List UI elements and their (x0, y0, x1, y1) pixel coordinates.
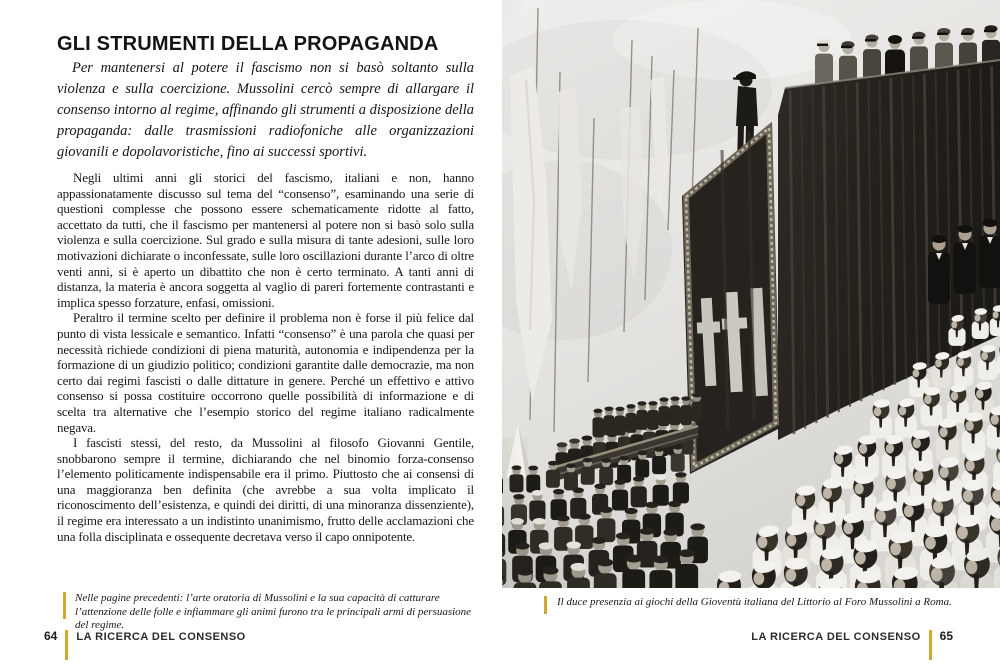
photo-caption (544, 596, 952, 614)
paragraph-1: Negli ultimi anni gli storici del fascismo, italiani e non, hanno appassionatamente discusso sul tema del “consenso”, esaminando una serie di questioni complesse che possono essere schematicamente ridotte al fatto, accettato da tutti, che il fascismo per mantenersi al potere non si basò solo sulla violenza e sulla coercizione. Sul grado e sulla misura di tante adesioni, sulle loro motivazioni dichiarate o inconfessate, sulle loro oscillazioni durante l’arco di oltre venti anni, si è aperto un dibattito che non è certo terminato. A tanti anni di distanza, la materia è ancora soggetta al vaglio di pareri fortemente contrastanti e implica spesso forzature, enfasi, omissioni. (57, 170, 474, 310)
page-number-left: 64 (44, 629, 58, 643)
footnote (63, 592, 477, 633)
page-number-right: 65 (939, 629, 953, 643)
running-title-right: LA RICERCA DEL CONSENSO (751, 631, 921, 643)
running-title-left: LA RICERCA DEL CONSENSO (76, 631, 246, 643)
tribune-photo (502, 0, 1000, 588)
footer-right (751, 630, 953, 660)
body-text (57, 170, 474, 544)
accent-bar (544, 596, 547, 614)
paragraph-3: I fascisti stessi, del resto, da Mussolini al filosofo Giovanni Gentile, snobbarono sempre il termine, dichiarando che nel binomio forza-consenso l’elemento politicamente indispensabile era il primo. Piuttosto che ai consensi di una maggioranza ben definita (che avrebbe a sua volta implicato il riconoscimento dell’esistenza, e quindi dei diritti, di una minoranza dissenziente), il regime era interessato a un indistinto unanimismo, frutto delle acclamazioni che una folla disciplinata e ossequente decretava verso il capo onnipotente. (57, 435, 474, 544)
accent-bar (65, 630, 68, 660)
footnote-text: Nelle pagine precedenti: l’arte oratoria di Mussolini e la sua capacità di catturare l’attenzione delle folle e infiammare gli animi furono tra le principali armi di persuasione del regime. (75, 592, 472, 631)
tribune-photo-illustration (502, 0, 1000, 588)
accent-bar (929, 630, 932, 660)
paragraph-2: Peraltro il termine scelto per definire il problema non è forse il più felice dal punto di vista lessicale e semantico. Infatti “consenso” è una parola che quasi per necessità richiede condizioni di piena maturità, autonomia e indipendenza per la formazione di un giudizio politico; condizioni garantite dalle democrazie, ma non certo dai regimi fascisti o dalle dittature in genere. Perché un effettivo e attivo consenso si possa costituire occorrono quelle possibilità di informazione e di scelta tra alternative che l’esempio storico del regime italiano radicalmente negava. (57, 310, 474, 435)
caption-text: Il duce presenzia ai giochi della Gioventù italiana del Littorio al Foro Mussolini a Roma. (557, 596, 952, 608)
left-page-text (57, 33, 474, 544)
accent-bar (63, 592, 66, 619)
intro-paragraph: Per mantenersi al potere il fascismo non si basò soltanto sulla violenza e sulla coercizione. Mussolini cercò sempre di allargare il consenso intorno al regime, affinando gli strumenti a disposizione della propaganda: dalle trasmissioni radiofoniche alle organizzazioni giovanili e dopolavoristiche, fino ai successi sportivi. (57, 60, 474, 160)
page-title: GLI STRUMENTI DELLA PROPAGANDA (57, 33, 439, 55)
footer-left (44, 630, 246, 660)
